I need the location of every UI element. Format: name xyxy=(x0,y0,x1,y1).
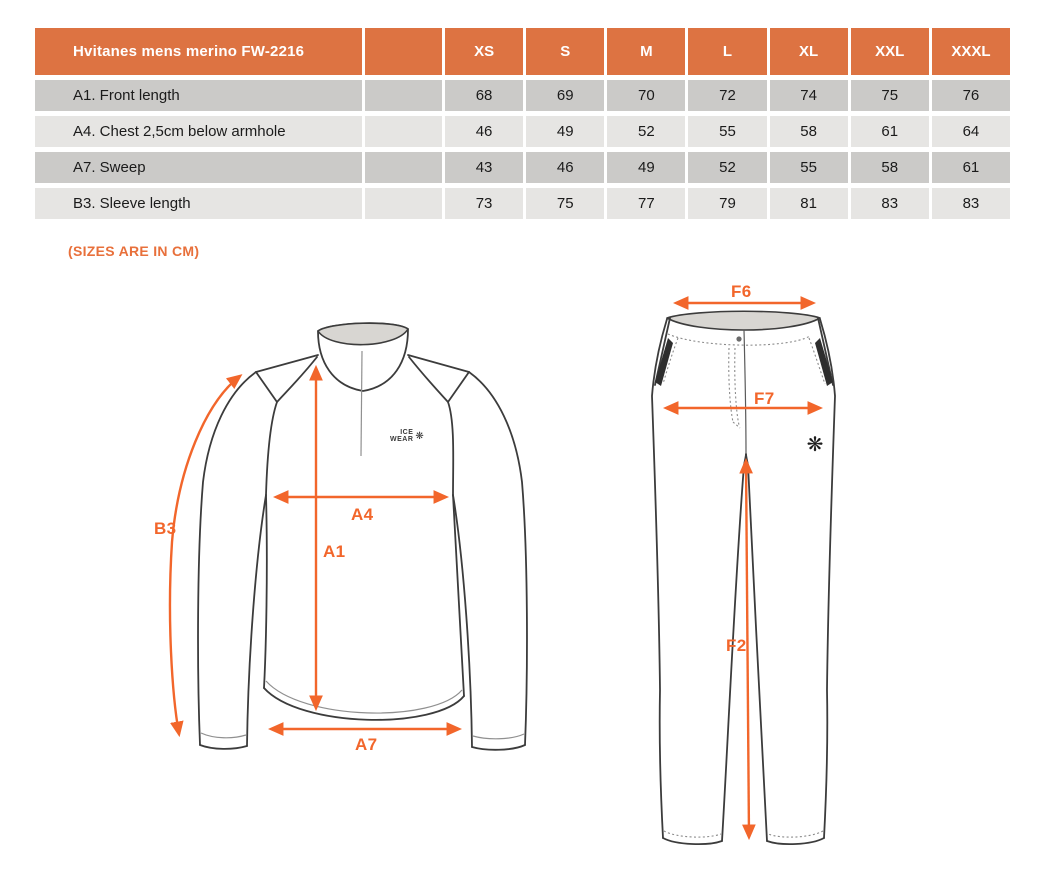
value-cell: 77 xyxy=(607,188,685,219)
table-title-cell: Hvitanes mens merino FW-2216 xyxy=(35,28,362,75)
value-cell: 58 xyxy=(770,116,848,147)
value-cell: 74 xyxy=(770,80,848,111)
size-column-header-s: S xyxy=(526,28,604,75)
a1-measure-label: A1 xyxy=(323,542,346,561)
value-cell: 55 xyxy=(688,116,766,147)
value-cell: 68 xyxy=(445,80,523,111)
logo-line2: WEAR xyxy=(390,435,414,443)
pants-drawing xyxy=(652,311,835,844)
shirt-measure-arrows xyxy=(170,368,459,734)
value-cell: 58 xyxy=(851,152,929,183)
value-cell: 76 xyxy=(932,80,1010,111)
size-column-header-xl: XL xyxy=(770,28,848,75)
row-label-cell: A1. Front length xyxy=(35,80,362,111)
value-cell: 83 xyxy=(851,188,929,219)
f6-measure-label: F6 xyxy=(731,282,752,301)
size-column-header-xxxl: XXXL xyxy=(932,28,1010,75)
value-cell: 73 xyxy=(445,188,523,219)
value-cell: 70 xyxy=(607,80,685,111)
value-cell: 55 xyxy=(770,152,848,183)
value-cell: 61 xyxy=(932,152,1010,183)
f7-measure-label: F7 xyxy=(754,389,775,408)
garment-diagram-svg xyxy=(0,270,1040,894)
value-cell: 61 xyxy=(851,116,929,147)
units-note: (SIZES ARE IN CM) xyxy=(68,243,200,259)
f2-measure-label: F2 xyxy=(726,636,747,655)
row-label-cell: B3. Sleeve length xyxy=(35,188,362,219)
value-cell: 83 xyxy=(932,188,1010,219)
a4-measure-label: A4 xyxy=(351,505,374,524)
shirt-drawing xyxy=(198,323,527,750)
value-cell: 79 xyxy=(688,188,766,219)
value-cell: 52 xyxy=(607,116,685,147)
pants-measure-arrows xyxy=(666,303,820,837)
logo-line1: ICE xyxy=(400,429,414,436)
row-label-cell: A7. Sweep xyxy=(35,152,362,183)
value-cell: 81 xyxy=(770,188,848,219)
size-column-header-m: M xyxy=(607,28,685,75)
value-cell: 49 xyxy=(526,116,604,147)
value-cell: 46 xyxy=(526,152,604,183)
value-cell: 64 xyxy=(932,116,1010,147)
waist-button xyxy=(736,336,741,341)
value-cell: 75 xyxy=(851,80,929,111)
b3-measure-label: B3 xyxy=(154,519,177,538)
value-cell: 75 xyxy=(526,188,604,219)
value-cell: 52 xyxy=(688,152,766,183)
pants-snowflake-logo-icon: ❋ xyxy=(806,432,824,456)
value-cell: 72 xyxy=(688,80,766,111)
a7-measure-label: A7 xyxy=(355,735,378,754)
size-column-header-l: L xyxy=(688,28,766,75)
value-cell: 43 xyxy=(445,152,523,183)
size-column-header-xs: XS xyxy=(445,28,523,75)
snowflake-logo-icon: ❋ xyxy=(415,430,424,442)
row-label-cell: A4. Chest 2,5cm below armhole xyxy=(35,116,362,147)
value-cell: 46 xyxy=(445,116,523,147)
value-cell: 49 xyxy=(607,152,685,183)
waist-opening xyxy=(667,311,820,330)
size-column-header-xxl: XXL xyxy=(851,28,929,75)
b3-arrow xyxy=(170,376,240,734)
value-cell: 69 xyxy=(526,80,604,111)
icewear-logo-text xyxy=(390,430,413,443)
icewear-logo xyxy=(390,430,424,443)
